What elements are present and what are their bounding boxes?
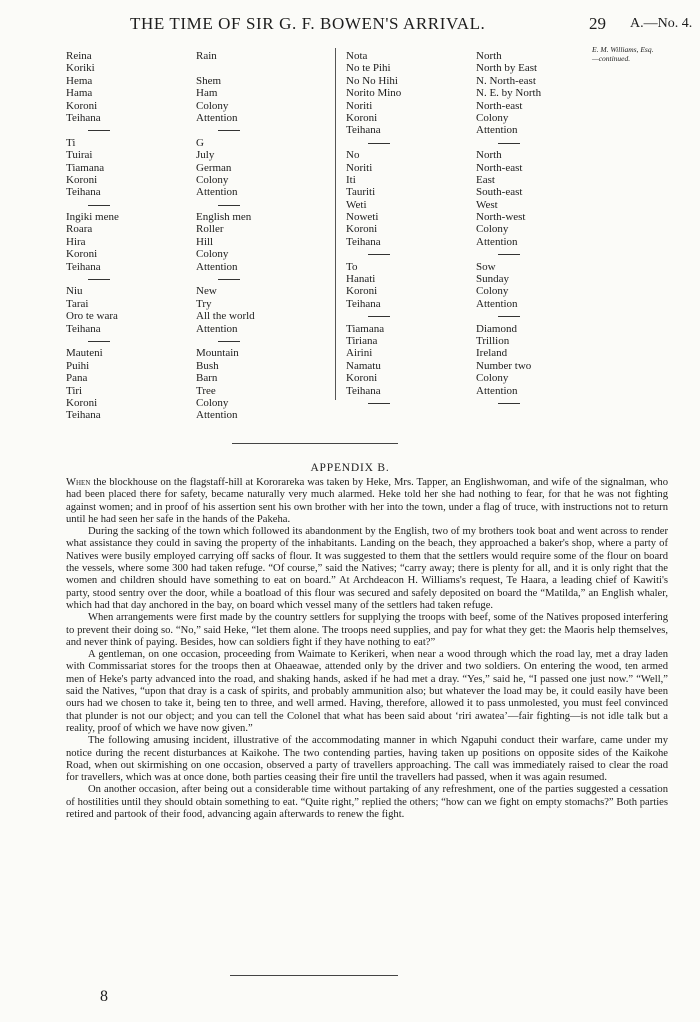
english-word: Attention — [196, 409, 238, 422]
maori-word: Hira — [66, 235, 86, 248]
english-word: Colony — [476, 285, 509, 298]
appendix-paragraph: When arrangements were first made by the country settlers for supplying the troops with beef, some of the Natives proposed interfering to prevent their doing so. “No,” said Heke, “let them alone. The troops need supplies, and pay for what they get: the Maoris help themselves, and never think of paying. Besides, how can soldiers fight if they have nothing to eat?” — [66, 612, 668, 648]
english-word: Mountain — [196, 347, 239, 360]
group-separator — [66, 199, 119, 211]
document-reference: A.—No. 4. — [630, 16, 693, 31]
maori-word: Noweti — [346, 211, 379, 224]
english-word: New — [196, 285, 217, 298]
group-separator — [196, 273, 255, 285]
english-word: German — [196, 161, 232, 174]
english-word: Tree — [196, 384, 216, 397]
group-separator — [66, 273, 119, 285]
english-word: North — [476, 149, 502, 162]
english-word: North-west — [476, 211, 526, 224]
english-word: Sow — [476, 260, 496, 273]
english-word: Attention — [476, 235, 518, 248]
group-separator — [346, 248, 401, 260]
appendix-paragraph: A gentleman, on one occasion, proceeding from Waimate to Kerikeri, when near a wood through which the road lay, met a dray laden with Commissariat stores for the troops then at Ohaeawae, attended only by the driver and two soldiers. On entering the wood, ten armed men of Heke's party advanced into the road, and shaking hands, asked if he had met a dray. “Yes,” said he, “I passed one just now.” “Well,” said the Natives, “upon that dray is a cask of spirits, and probably ammunition also; but whatever the load may be, it could easily have been ours had we chosen to take it, being ten to three, and well armed. Having, therefore, allowed it to pass unmolested, you must feel convinced that plunder is not our object; and you can tell the Colonel that what has been said about ‘riri awatea’—fair fighting—is not idle talk but a reality, proof of which we have now given.” — [66, 649, 668, 734]
english-word: Attention — [196, 111, 238, 124]
maori-word: Teihana — [66, 186, 101, 199]
maori-word: Teihana — [346, 235, 381, 248]
english-word: G — [196, 136, 204, 149]
maori-word: Hama — [66, 87, 93, 100]
maori-word: To — [346, 260, 358, 273]
english-word: West — [476, 198, 498, 211]
column-divider — [335, 48, 336, 400]
maori-word: Koroni — [66, 396, 98, 409]
maori-word: Mauteni — [66, 347, 103, 360]
appendix-paragraph: During the sacking of the town which followed its abandonment by the English, two of my brothers took boat and went across to render what assistance they could in saving the property of the inhabitants. Landing on the beach, they approached a baker's shop, where a party of Natives were busily employed carrying off sacks of flour. It was suggested to them that the settlers would require some of the flour on board the vessels, where some 300 had taken refuge. “Of course,” said the Natives; “carry away; there is plenty for all, and it is only right that the women and children should have something to eat on board.” At Archdeacon H. Williams's request, Te Haara, a leading chief of Kawiti's party, stood sentry over the door, while a boatload of this flour was secured and safely deposited on board the “Matilda,” an English whaler, which had that day anchored in the bay, on board which vessel many of the settlers had taken refuge. — [66, 526, 668, 611]
maori-word: Koriki — [66, 62, 95, 75]
end-rule — [230, 975, 398, 976]
maori-word: Tarai — [66, 297, 89, 310]
english-word: English men — [196, 211, 252, 224]
maori-word: Airini — [346, 347, 373, 360]
english-word: North — [476, 50, 502, 62]
english-word: Rain — [196, 50, 217, 62]
appendix-title: APPENDIX B. — [310, 462, 390, 474]
maori-word: Oro te wara — [66, 310, 118, 323]
wordlist-right-maori — [346, 50, 401, 409]
english-word: Shem — [196, 74, 222, 87]
english-word: Attention — [476, 297, 518, 310]
group-separator — [196, 335, 255, 347]
english-word: North-east — [476, 99, 523, 112]
maori-word: Koroni — [66, 173, 98, 186]
maori-word: Namatu — [346, 359, 381, 372]
english-word: Trillion — [476, 334, 510, 347]
english-word — [196, 62, 255, 74]
maori-word: Tiriana — [346, 334, 378, 347]
english-word: Ham — [196, 87, 218, 100]
maori-word: Norito Mino — [346, 87, 402, 100]
section-rule — [232, 443, 398, 444]
english-word: Ireland — [476, 347, 508, 360]
english-word: Colony — [196, 99, 229, 112]
maori-word: Tiamana — [346, 322, 385, 335]
maori-word: Puihi — [66, 359, 90, 372]
maori-word: Hanati — [346, 273, 376, 286]
maori-word: Teihana — [66, 260, 101, 273]
group-separator — [476, 397, 541, 409]
group-separator — [346, 397, 401, 409]
english-word: Bush — [196, 359, 219, 372]
english-word: South-east — [476, 186, 523, 199]
wordlist-left-english — [196, 50, 255, 422]
maori-word: Koroni — [346, 285, 378, 298]
english-word: Colony — [196, 173, 229, 186]
appendix-paragraph — [66, 477, 668, 526]
english-word: North-east — [476, 161, 523, 174]
maori-word: Tiamana — [66, 161, 105, 174]
maori-word: No — [346, 149, 360, 162]
english-word: Colony — [476, 372, 509, 385]
english-word: Sunday — [476, 273, 509, 286]
maori-word: Iti — [346, 173, 356, 186]
group-separator — [346, 310, 401, 322]
margin-note — [592, 45, 653, 63]
footer-signature: 8 — [100, 988, 108, 1005]
appendix-body — [66, 477, 668, 821]
maori-word: No No Hihi — [346, 74, 398, 87]
english-word: Attention — [196, 186, 238, 199]
maori-word: No te Pihi — [346, 62, 391, 75]
english-word: July — [196, 149, 215, 162]
group-separator — [476, 248, 541, 260]
english-word: Colony — [196, 248, 229, 261]
maori-word: Koroni — [346, 372, 378, 385]
wordlist-left-maori — [66, 50, 119, 422]
maori-word: Noriti — [346, 99, 373, 112]
maori-word: Hema — [66, 74, 93, 87]
maori-word: Koroni — [346, 111, 378, 124]
maori-word: Roara — [66, 223, 93, 236]
maori-word: Ingiki mene — [66, 211, 119, 224]
page-header-title: THE TIME OF SIR G. F. BOWEN'S ARRIVAL. — [130, 14, 486, 33]
maori-word: Koroni — [346, 223, 378, 236]
maori-word: Teihana — [66, 322, 101, 335]
group-separator — [66, 124, 119, 136]
english-word: Barn — [196, 372, 218, 385]
english-word: Colony — [476, 111, 509, 124]
english-word: North by East — [476, 62, 538, 75]
maori-word: Tuirai — [66, 149, 93, 162]
english-word: Attention — [196, 322, 238, 335]
english-word: N. E. by North — [476, 87, 542, 100]
appendix-paragraph: The following amusing incident, illustrative of the accommodating manner in which Ngapuhi conduct their warfare, came under my notice during the recent disturbances at Kaikohe. The two contending parties, having taken up positions on opposite sides of the Kaikohe Road, when out skirmishing on one occasion, observed a party of travellers approaching. The call was immediately raised to clear the road for travellers, which was at once done, both parties ceasing their fire until the travellers had passed, when it was again resumed. — [66, 735, 668, 784]
maori-word: Weti — [346, 198, 367, 211]
wordlist-right-english — [476, 50, 541, 409]
margin-note-author: E. M. Williams, Esq. — [592, 45, 654, 54]
english-word: Diamond — [476, 322, 517, 335]
english-word: Try — [196, 297, 212, 310]
paragraph-text: the blockhouse on the flagstaff-hill at Kororareka was taken by Heke, Mrs. Tapper, an Englishwoman, and wife of the signalman, who had been placed there for safety, became naturally very much alarmed. Heke told her she had nothing to fear, for that he was not fighting against women; and in proof of his assertion sent his own brother with her into the town, under a flag of truce, with instructions not to return until he had seen her safe in the hands of the Pakeha. — [66, 477, 668, 525]
maori-word: Koroni — [66, 99, 98, 112]
group-separator — [346, 137, 401, 149]
maori-word: Tiri — [66, 384, 83, 397]
group-separator — [196, 199, 255, 211]
english-word: Roller — [196, 223, 224, 236]
english-word: Attention — [476, 384, 518, 397]
maori-word: Nota — [346, 50, 368, 62]
maori-word: Niu — [66, 285, 83, 298]
english-word: All the world — [196, 310, 255, 323]
english-word: Hill — [196, 235, 214, 248]
maori-word: Pana — [66, 372, 88, 385]
group-separator — [196, 124, 255, 136]
maori-word: Teihana — [346, 384, 381, 397]
english-word: Colony — [476, 223, 509, 236]
english-word: Attention — [196, 260, 238, 273]
page-number: 29 — [589, 14, 606, 33]
maori-word: Tauriti — [346, 186, 376, 199]
maori-word: Teihana — [66, 409, 101, 422]
appendix-paragraph: On another occasion, after being out a considerable time without partaking of any refreshment, one of the parties suggested a cessation of hostilities until they should obtain something to eat. “Quite right,” replied the others; “how can we fight on empty stomachs?” Both parties retired and partook of their food, advancing again afterwards to renew the fight. — [66, 784, 668, 821]
maori-word: Teihana — [346, 124, 381, 137]
maori-word: Noriti — [346, 161, 373, 174]
maori-word: Reina — [66, 50, 92, 62]
english-word: Colony — [196, 396, 229, 409]
group-separator — [476, 310, 541, 322]
group-separator — [476, 137, 541, 149]
maori-word: Koroni — [66, 248, 98, 261]
margin-note-continued: —continued. — [592, 54, 631, 63]
maori-word: Teihana — [346, 297, 381, 310]
maori-word: Teihana — [66, 111, 101, 124]
group-separator — [66, 335, 119, 347]
opening-word: When — [66, 477, 91, 488]
english-word: Attention — [476, 124, 518, 137]
english-word: East — [476, 173, 495, 186]
english-word: N. North-east — [476, 74, 536, 87]
maori-word: Ti — [66, 136, 76, 149]
english-word: Number two — [476, 359, 532, 372]
